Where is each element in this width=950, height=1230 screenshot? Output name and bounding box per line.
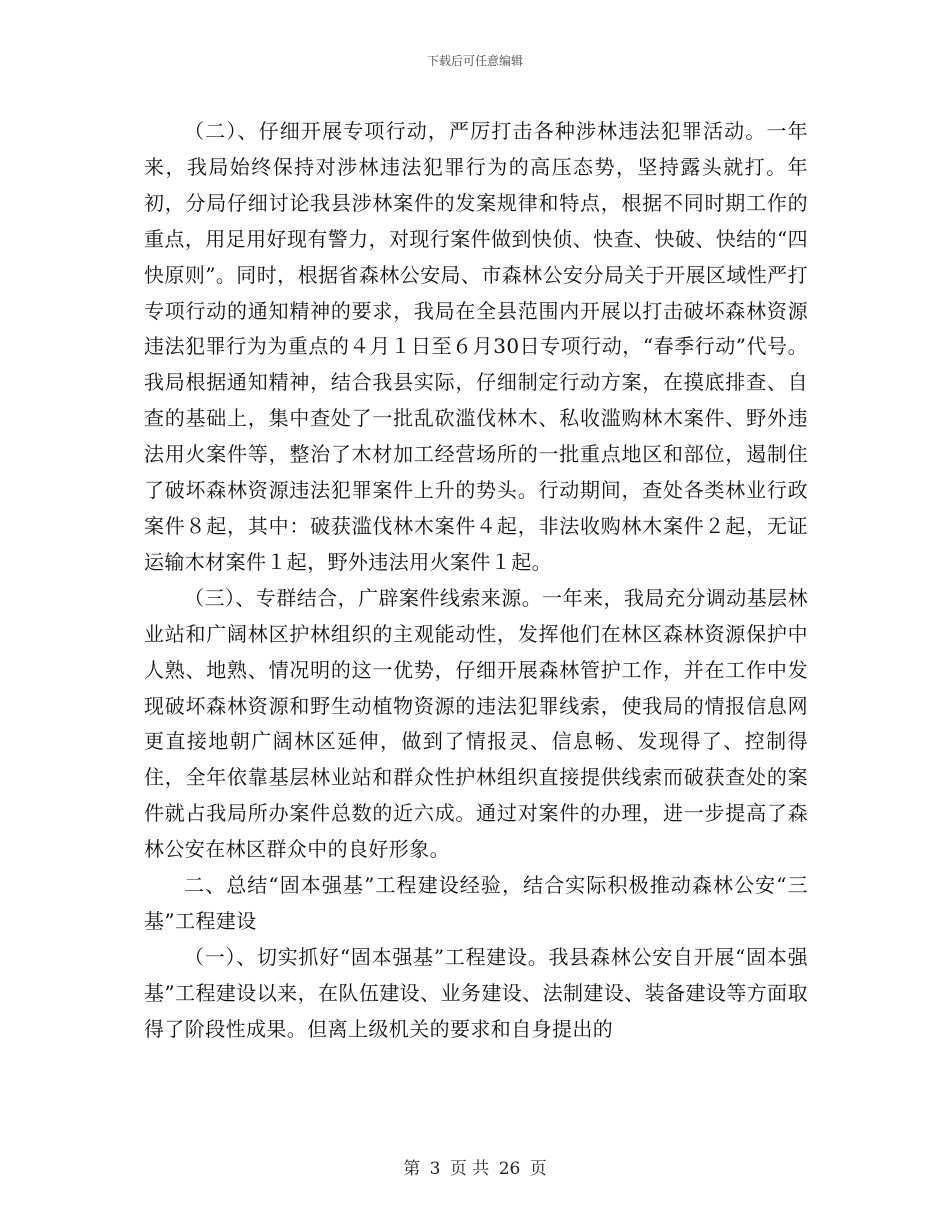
- footer-prefix: 第: [403, 1159, 421, 1179]
- section-heading-two: 二、总结“固本强基”工程建设经验，结合实际积极推动森林公安“三基”工程建设: [144, 873, 808, 933]
- footer-middle: 页 共: [449, 1159, 490, 1179]
- paragraph-special-action: （二）、仔细开展专项行动，严厉打击各种涉林违法犯罪活动。一年来，我局始终保持对涉林违法犯罪行为的高压态势，坚持露头就打。年初，分局仔细讨论我县涉林案件的发案规律和特点，根据不同时期工作的重点，用足用好现有警力，对现行案件做到快侦、快查、快破、快结的“四快原则”。同时，根据省森林公安局、市森林公安分局关于开展区域性严打专项行动的通知精神的要求，我局在全县范围内开展以打击破坏森林资源违法犯罪行为为重点的４月１日至６月30日专项行动，“春季行动”代号。我局根据通知精神，结合我县实际，仔细制定行动方案，在摸底排查、自查的基础上，集中查处了一批乱砍滥伐林木、私收滥购林木案件、野外违法用火案件等，整治了木材加工经营场所的一批重点地区和部位，遏制住了破坏森林资源违法犯罪案件上升的势头。行动期间，查处各类林业行政案件８起，其中：破获滥伐林木案件４起，非法收购林木案件２起，无证运输木材案件１起，野外违法用火案件１起。: [144, 119, 808, 574]
- page-header: 下载后可任意编辑: [426, 54, 523, 68]
- paragraph-clue-sources: （三）、专群结合，广辟案件线索来源。一年来，我局充分调动基层林业站和广阔林区护林组织的主观能动性，发挥他们在林区森林资源保护中人熟、地熟、情况明的这一优势，仔细开展森林管护工作，并在工作中发现破坏森林资源和野生动植物资源的违法犯罪线索，使我局的情报信息网更直接地朝广阔林区延伸，做到了情报灵、信息畅、发现得了、控制得住，全年依靠基层林业站和群众性护林组织直接提供线索而破获查处的案件就占我局所办案件总数的近六成。通过对案件的办理，进一步提高了森林公安在林区群众中的良好形象。: [144, 585, 808, 862]
- document-body: [144, 114, 808, 1048]
- page-footer: [0, 1154, 950, 1179]
- footer-page-number: 3: [429, 1159, 441, 1179]
- footer-suffix: 页: [529, 1159, 547, 1179]
- paragraph-gubenqiangji: （一）、切实抓好“固本强基”工程建设。我县森林公安自开展“固本强基”工程建设以来，在队伍建设、业务建设、法制建设、装备建设等方面取得了阶段性成果。但离上级机关的要求和自身提出的: [144, 944, 808, 1041]
- footer-total-pages: 26: [498, 1159, 521, 1179]
